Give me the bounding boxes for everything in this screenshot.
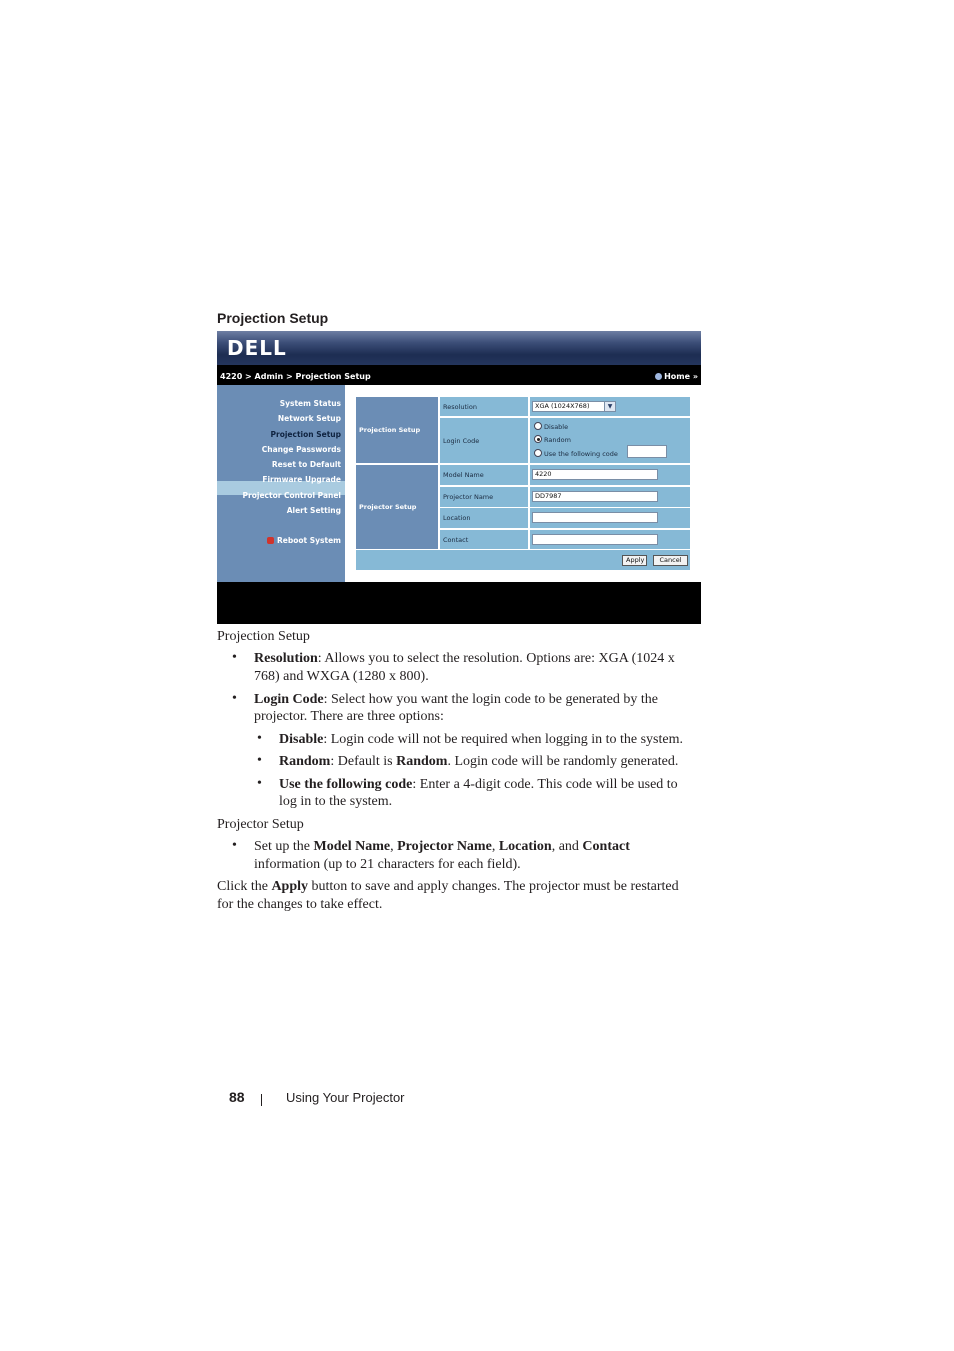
apply-instructions: Click the Apply button to save and apply changes. The projector must be restarted: [217, 879, 679, 894]
sidebar-item-firmware-upgrade[interactable]: Firmware Upgrade: [262, 475, 341, 484]
section-heading: Projection Setup: [217, 310, 329, 326]
chevron-down-icon: ▼: [604, 402, 615, 411]
bullet: •: [257, 753, 262, 768]
radio-disable[interactable]: Disable: [534, 422, 568, 431]
disable-description: Disable: Login code will not be required when logging in to the system.: [279, 732, 684, 747]
contact-cell: [530, 530, 690, 549]
login-code-cell: [530, 418, 690, 463]
projector-name-input[interactable]: DD7987: [532, 491, 658, 502]
model-name-input[interactable]: 4220: [532, 469, 658, 480]
use-code-description: Use the following code: Enter a 4-digit code. This code will be used to: [279, 777, 678, 792]
cancel-button[interactable]: Cancel: [653, 555, 688, 566]
sidebar-item-system-status[interactable]: System Status: [279, 399, 341, 408]
resolution-select[interactable]: XGA (1024X768) ▼: [532, 401, 616, 412]
label-location: Location: [440, 508, 528, 528]
label-resolution: Resolution: [440, 397, 528, 416]
sidebar-item-alert-setting[interactable]: Alert Setting: [286, 506, 341, 515]
radio-use-following-code[interactable]: Use the following code: [534, 449, 618, 458]
radio-selected-icon: [534, 435, 542, 443]
resolution-description: Resolution: Allows you to select the resolution. Options are: XGA (1024 x: [254, 651, 675, 666]
subheading-projection-setup: Projection Setup: [217, 629, 310, 644]
home-link[interactable]: Home »: [655, 372, 698, 381]
sidebar: [217, 385, 345, 582]
footer-divider: [261, 1094, 262, 1106]
resolution-description-cont: 768) and WXGA (1280 x 800).: [254, 669, 429, 684]
location-cell: [530, 508, 690, 528]
login-code-input[interactable]: [627, 445, 667, 458]
footer-title: Using Your Projector: [286, 1090, 405, 1105]
label-model-name: Model Name: [440, 465, 528, 485]
sidebar-item-projection-setup[interactable]: Projection Setup: [270, 430, 341, 439]
radio-icon: [534, 449, 542, 457]
page-number: 88: [229, 1089, 245, 1105]
apply-button[interactable]: Apply: [622, 555, 647, 566]
login-code-description-cont: projector. There are three options:: [254, 709, 444, 724]
bullet: •: [257, 776, 262, 791]
section-projector-setup: Projector Setup: [356, 465, 438, 549]
random-description: Random: Default is Random. Login code will be randomly generated.: [279, 754, 679, 769]
dell-logo: DELL: [227, 336, 287, 360]
use-code-description-cont: log in to the system.: [279, 794, 393, 809]
label-contact: Contact: [440, 530, 528, 549]
sidebar-item-change-passwords[interactable]: Change Passwords: [261, 445, 341, 454]
nav-bar: [217, 369, 701, 385]
settings-content: [345, 385, 701, 582]
subheading-projector-setup: Projector Setup: [217, 817, 304, 832]
projector-setup-description: Set up the Model Name, Projector Name, Location, and Contact: [254, 839, 630, 854]
resolution-cell: [530, 397, 690, 416]
bullet: •: [232, 838, 237, 853]
web-ui-screenshot: [217, 331, 701, 624]
sidebar-item-network-setup[interactable]: Network Setup: [277, 414, 341, 423]
bullet: •: [232, 691, 237, 706]
bullet: •: [232, 650, 237, 665]
power-icon: [267, 537, 274, 544]
projector-name-cell: [530, 487, 690, 507]
section-projection-setup: Projection Setup: [356, 397, 438, 463]
label-login-code: Login Code: [440, 418, 528, 463]
projector-setup-description-cont: information (up to 21 characters for each field).: [254, 857, 521, 872]
radio-icon: [534, 422, 542, 430]
apply-instructions-cont: for the changes to take effect.: [217, 897, 383, 912]
breadcrumb: 4220 > Admin > Projection Setup: [220, 372, 371, 381]
sidebar-item-projector-control-panel[interactable]: Projector Control Panel: [242, 491, 341, 500]
home-icon: [655, 373, 662, 380]
location-input[interactable]: [532, 512, 658, 523]
sidebar-item-reset-to-default[interactable]: Reset to Default: [271, 460, 341, 469]
model-name-cell: [530, 465, 690, 485]
dell-banner: [217, 331, 701, 365]
button-bar: [356, 550, 690, 570]
radio-random[interactable]: Random: [534, 435, 571, 444]
login-code-description: Login Code: Select how you want the login code to be generated by the: [254, 692, 658, 707]
label-projector-name: Projector Name: [440, 487, 528, 507]
sidebar-item-reboot-system[interactable]: Reboot System: [267, 536, 341, 545]
contact-input[interactable]: [532, 534, 658, 545]
bullet: •: [257, 731, 262, 746]
